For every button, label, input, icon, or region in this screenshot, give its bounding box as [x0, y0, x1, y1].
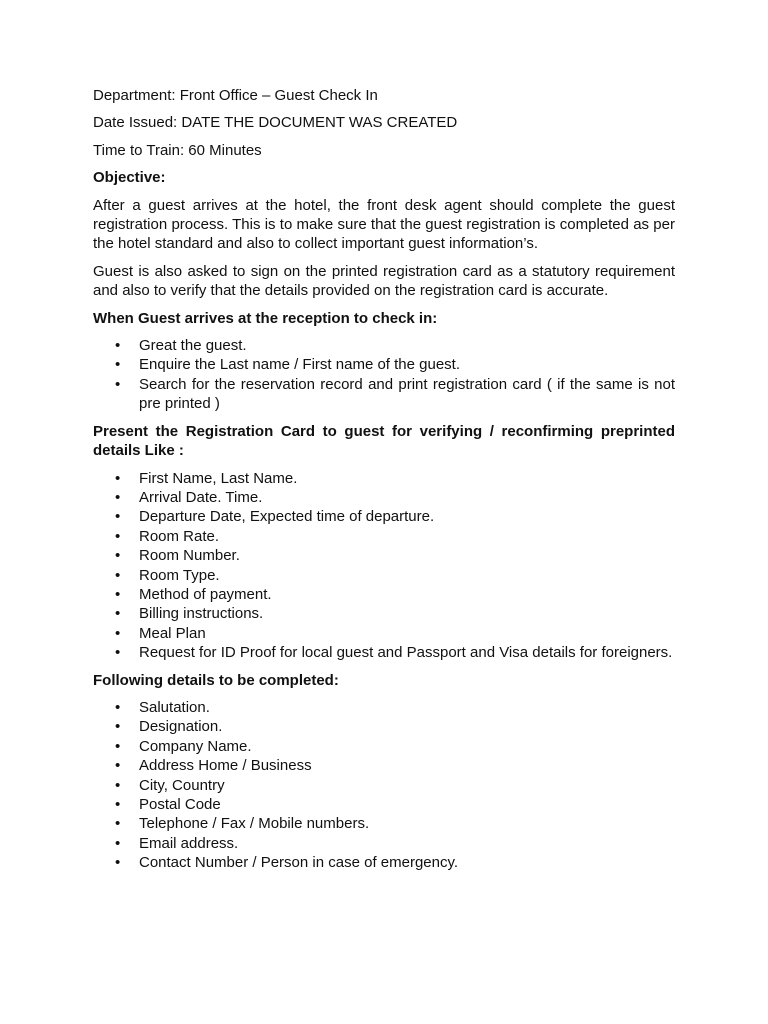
list-item-text: First Name, Last Name. — [139, 469, 298, 487]
list-item-text: Search for the reservation record and print registration card ( if the same is not pre printed ) — [139, 375, 675, 413]
list-item-text: Postal Code — [139, 796, 221, 813]
list-item — [93, 469, 675, 488]
list-item-text: Email address. — [139, 834, 239, 852]
list-item — [93, 527, 675, 546]
list-item — [93, 355, 675, 374]
objective-heading: Objective: — [93, 169, 166, 187]
list-item — [93, 624, 675, 643]
bullet-icon: • — [115, 718, 121, 736]
list-item — [93, 737, 675, 756]
list-item-text: Room Number. — [139, 547, 240, 565]
bullet-icon: • — [115, 776, 121, 794]
list-item — [93, 488, 675, 507]
bullet-icon: • — [115, 815, 121, 833]
bullet-icon: • — [115, 375, 121, 393]
list-item-text: Contact Number / Person in case of emergency. — [139, 854, 459, 872]
bullet-icon: • — [115, 796, 121, 813]
document-page — [93, 86, 675, 881]
bullet-icon: • — [115, 757, 121, 775]
list-item-text: City, Country — [139, 776, 225, 794]
following-list — [93, 698, 675, 873]
date-issued-line: Date Issued: DATE THE DOCUMENT WAS CREATED — [93, 114, 458, 132]
bullet-icon: • — [115, 508, 121, 526]
objective-paragraph-2: Guest is also asked to sign on the printed registration card as a statutory requirement and also to verify that the details provided on the registration card is accurate. — [93, 262, 675, 300]
list-item — [93, 604, 675, 623]
bullet-icon: • — [115, 547, 121, 565]
list-item — [93, 698, 675, 717]
list-item-text: Telephone / Fax / Mobile numbers. — [139, 815, 370, 833]
bullet-icon: • — [115, 624, 121, 642]
arrival-heading: When Guest arrives at the reception to check in: — [93, 309, 438, 327]
list-item — [93, 776, 675, 795]
list-item-text: Salutation. — [139, 698, 210, 716]
list-item — [93, 546, 675, 565]
bullet-icon: • — [115, 737, 121, 755]
bullet-icon: • — [115, 585, 121, 603]
arrival-list — [93, 336, 675, 414]
list-item — [93, 507, 675, 526]
bullet-icon: • — [115, 488, 121, 506]
list-item — [93, 756, 675, 775]
list-item-text: Company Name. — [139, 737, 252, 755]
list-item-text: Room Rate. — [139, 527, 220, 545]
bullet-icon: • — [115, 698, 121, 716]
list-item — [93, 717, 675, 736]
bullet-icon: • — [115, 337, 121, 355]
list-item-text: Address Home / Business — [139, 757, 312, 775]
bullet-icon: • — [115, 527, 121, 545]
list-item — [93, 834, 675, 853]
list-item-text: Enquire the Last name / First name of the guest. — [139, 356, 461, 374]
list-item-text: Billing instructions. — [139, 605, 264, 623]
present-heading: Present the Registration Card to guest for verifying / reconfirming preprinted details Like : — [93, 422, 675, 460]
bullet-icon: • — [115, 356, 121, 374]
list-item — [93, 375, 675, 414]
bullet-icon: • — [115, 469, 121, 487]
list-item — [93, 336, 675, 355]
objective-paragraph-1: After a guest arrives at the hotel, the front desk agent should complete the guest registration process. This is to make sure that the guest registration is completed as per the hotel standard and also to collect important guest information’s. — [93, 196, 675, 253]
list-item — [93, 566, 675, 585]
bullet-icon: • — [115, 854, 121, 872]
bullet-icon: • — [115, 644, 121, 662]
list-item — [93, 814, 675, 833]
time-to-train-line: Time to Train: 60 Minutes — [93, 141, 262, 159]
list-item-text: Method of payment. — [139, 585, 272, 603]
list-item-text: Room Type. — [139, 566, 220, 584]
list-item-text: Departure Date, Expected time of departure. — [139, 508, 435, 526]
list-item — [93, 853, 675, 872]
list-item-text: Request for ID Proof for local guest and Passport and Visa details for foreigners. — [139, 644, 673, 662]
list-item-text: Great the guest. — [139, 337, 247, 355]
bullet-icon: • — [115, 605, 121, 623]
list-item-text: Meal Plan — [139, 624, 206, 642]
present-list — [93, 469, 675, 663]
list-item — [93, 585, 675, 604]
bullet-icon: • — [115, 566, 121, 584]
department-line: Department: Front Office – Guest Check In — [93, 87, 378, 104]
list-item — [93, 643, 675, 662]
following-heading: Following details to be completed: — [93, 671, 339, 689]
list-item — [93, 795, 675, 814]
list-item-text: Arrival Date. Time. — [139, 488, 263, 506]
bullet-icon: • — [115, 834, 121, 852]
list-item-text: Designation. — [139, 718, 223, 736]
